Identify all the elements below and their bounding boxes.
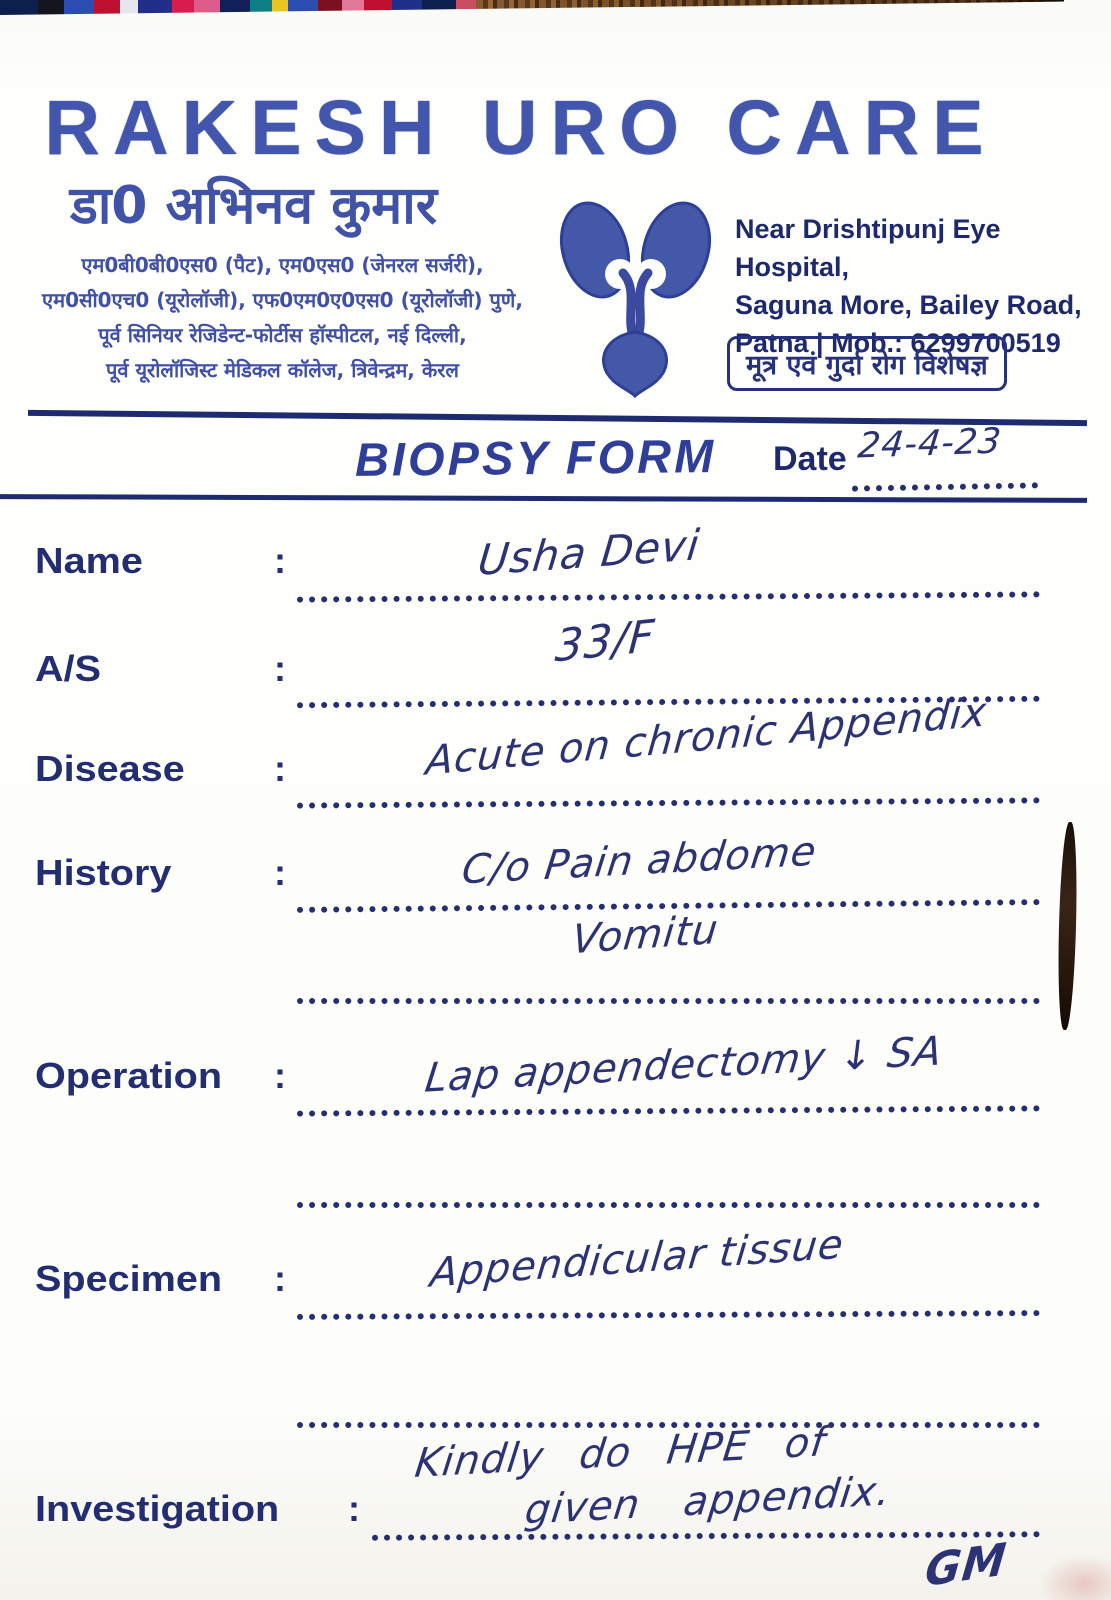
photo-strip-segment	[194, 0, 220, 15]
clinic-address-line: Saguna More, Bailey Road,	[735, 290, 1082, 320]
form-title: BIOPSY FORM	[354, 429, 717, 486]
photo-strip-segment	[456, 0, 476, 15]
photo-strip-segment	[38, 0, 64, 15]
photo-strip-segment	[392, 0, 422, 15]
dotted-line	[297, 1202, 1040, 1208]
colon: :	[274, 540, 286, 581]
photo-strip-segment	[364, 0, 392, 15]
credential-line: एम0सी0एच0 (यूरोलॉजी), एफ0एम0ए0एस0 (यूरोलॉजी) पुणे,	[42, 288, 523, 312]
dotted-line	[372, 1531, 1040, 1540]
colon: :	[274, 1258, 286, 1299]
dotted-line	[297, 1310, 1040, 1320]
photo-strip-segment	[250, 0, 272, 15]
wood-edge	[476, 0, 1064, 15]
operation-value-handwritten: Lap appendectomy ↓ SA	[422, 1028, 946, 1102]
credential-line: एम0बी0बी0एस0 (पैट), एम0एस0 (जेनरल सर्जरी),	[81, 253, 484, 277]
dotted-line	[297, 797, 1040, 808]
photo-strip-segment	[318, 0, 342, 15]
colon: :	[348, 1488, 360, 1529]
dotted-line	[852, 482, 1038, 491]
field-label: Specimen	[35, 1258, 223, 1299]
date-label: Date	[773, 440, 847, 478]
disease-value-handwritten: Acute on chronic Appendix	[424, 689, 989, 785]
credential-line: पूर्व सिनियर रेजिडेन्ट-फोर्टीस हॉस्पीटल, नई दिल्ली,	[98, 323, 467, 347]
field-label: Operation	[35, 1055, 223, 1096]
signature-handwritten: GM	[922, 1533, 1010, 1598]
photo-strip-segment	[288, 0, 318, 15]
name-value-handwritten: Usha Devi	[475, 520, 703, 585]
investigation-value-handwritten: Kindly do HPE of	[412, 1419, 829, 1487]
clinic-address-line: Near Drishtipunj Eye Hospital,	[735, 214, 1001, 282]
history-value2-handwritten: Vomitu	[569, 906, 721, 964]
background-gap-sliver	[1056, 822, 1078, 1030]
photo-strip-segment	[172, 0, 194, 15]
age-sex-value-handwritten: 33/F	[553, 610, 657, 673]
colon: :	[274, 1055, 286, 1096]
field-label: Investigation	[35, 1488, 280, 1529]
scan-smudge	[1039, 1554, 1111, 1600]
date-value-handwritten: 24-4-23	[855, 421, 1004, 467]
clinic-address-line: Patna | Mob.: 6299700519	[735, 328, 1061, 358]
photo-strip-segment	[272, 0, 288, 15]
dotted-line	[297, 1105, 1040, 1116]
photo-strip-segment	[342, 0, 364, 15]
specialist-badge: मूत्र एवं गुर्दा रोग विशेषज्ञ	[727, 336, 1007, 391]
colon: :	[274, 852, 286, 893]
dotted-line	[297, 998, 1040, 1004]
credential-line: पूर्व यूरोलॉजिस्ट मेडिकल कॉलेज, त्रिवेन्द्रम, केरल	[106, 358, 459, 382]
colon: :	[274, 648, 286, 689]
doctor-name: डा0 अभिनव कुमार	[70, 176, 437, 236]
photo-strip-segment	[220, 0, 250, 15]
dotted-line	[297, 591, 1040, 602]
clinic-name: RAKESH URO CARE	[44, 85, 997, 171]
field-label: Disease	[35, 748, 185, 789]
photo-strip-segment	[0, 0, 38, 15]
colon: :	[274, 748, 286, 789]
history-value-handwritten: C/o Pain abdome	[459, 828, 820, 894]
field-label: History	[35, 852, 172, 893]
photo-background-strip	[0, 0, 1064, 15]
photo-strip-segment	[94, 0, 120, 15]
photo-strip-segment	[422, 0, 456, 15]
field-label: A/S	[35, 648, 102, 689]
horizontal-rule	[0, 494, 1087, 503]
specimen-value-handwritten: Appendicular tissue	[428, 1221, 847, 1297]
investigation-value2-handwritten: given appendix.	[522, 1468, 894, 1534]
doctor-credentials	[0, 248, 565, 388]
photo-strip-segment	[138, 0, 172, 15]
kidney-urinary-system-icon	[548, 190, 723, 405]
photo-strip-segment	[120, 0, 138, 15]
photo-strip-segment	[64, 0, 94, 15]
field-label: Name	[35, 540, 143, 581]
